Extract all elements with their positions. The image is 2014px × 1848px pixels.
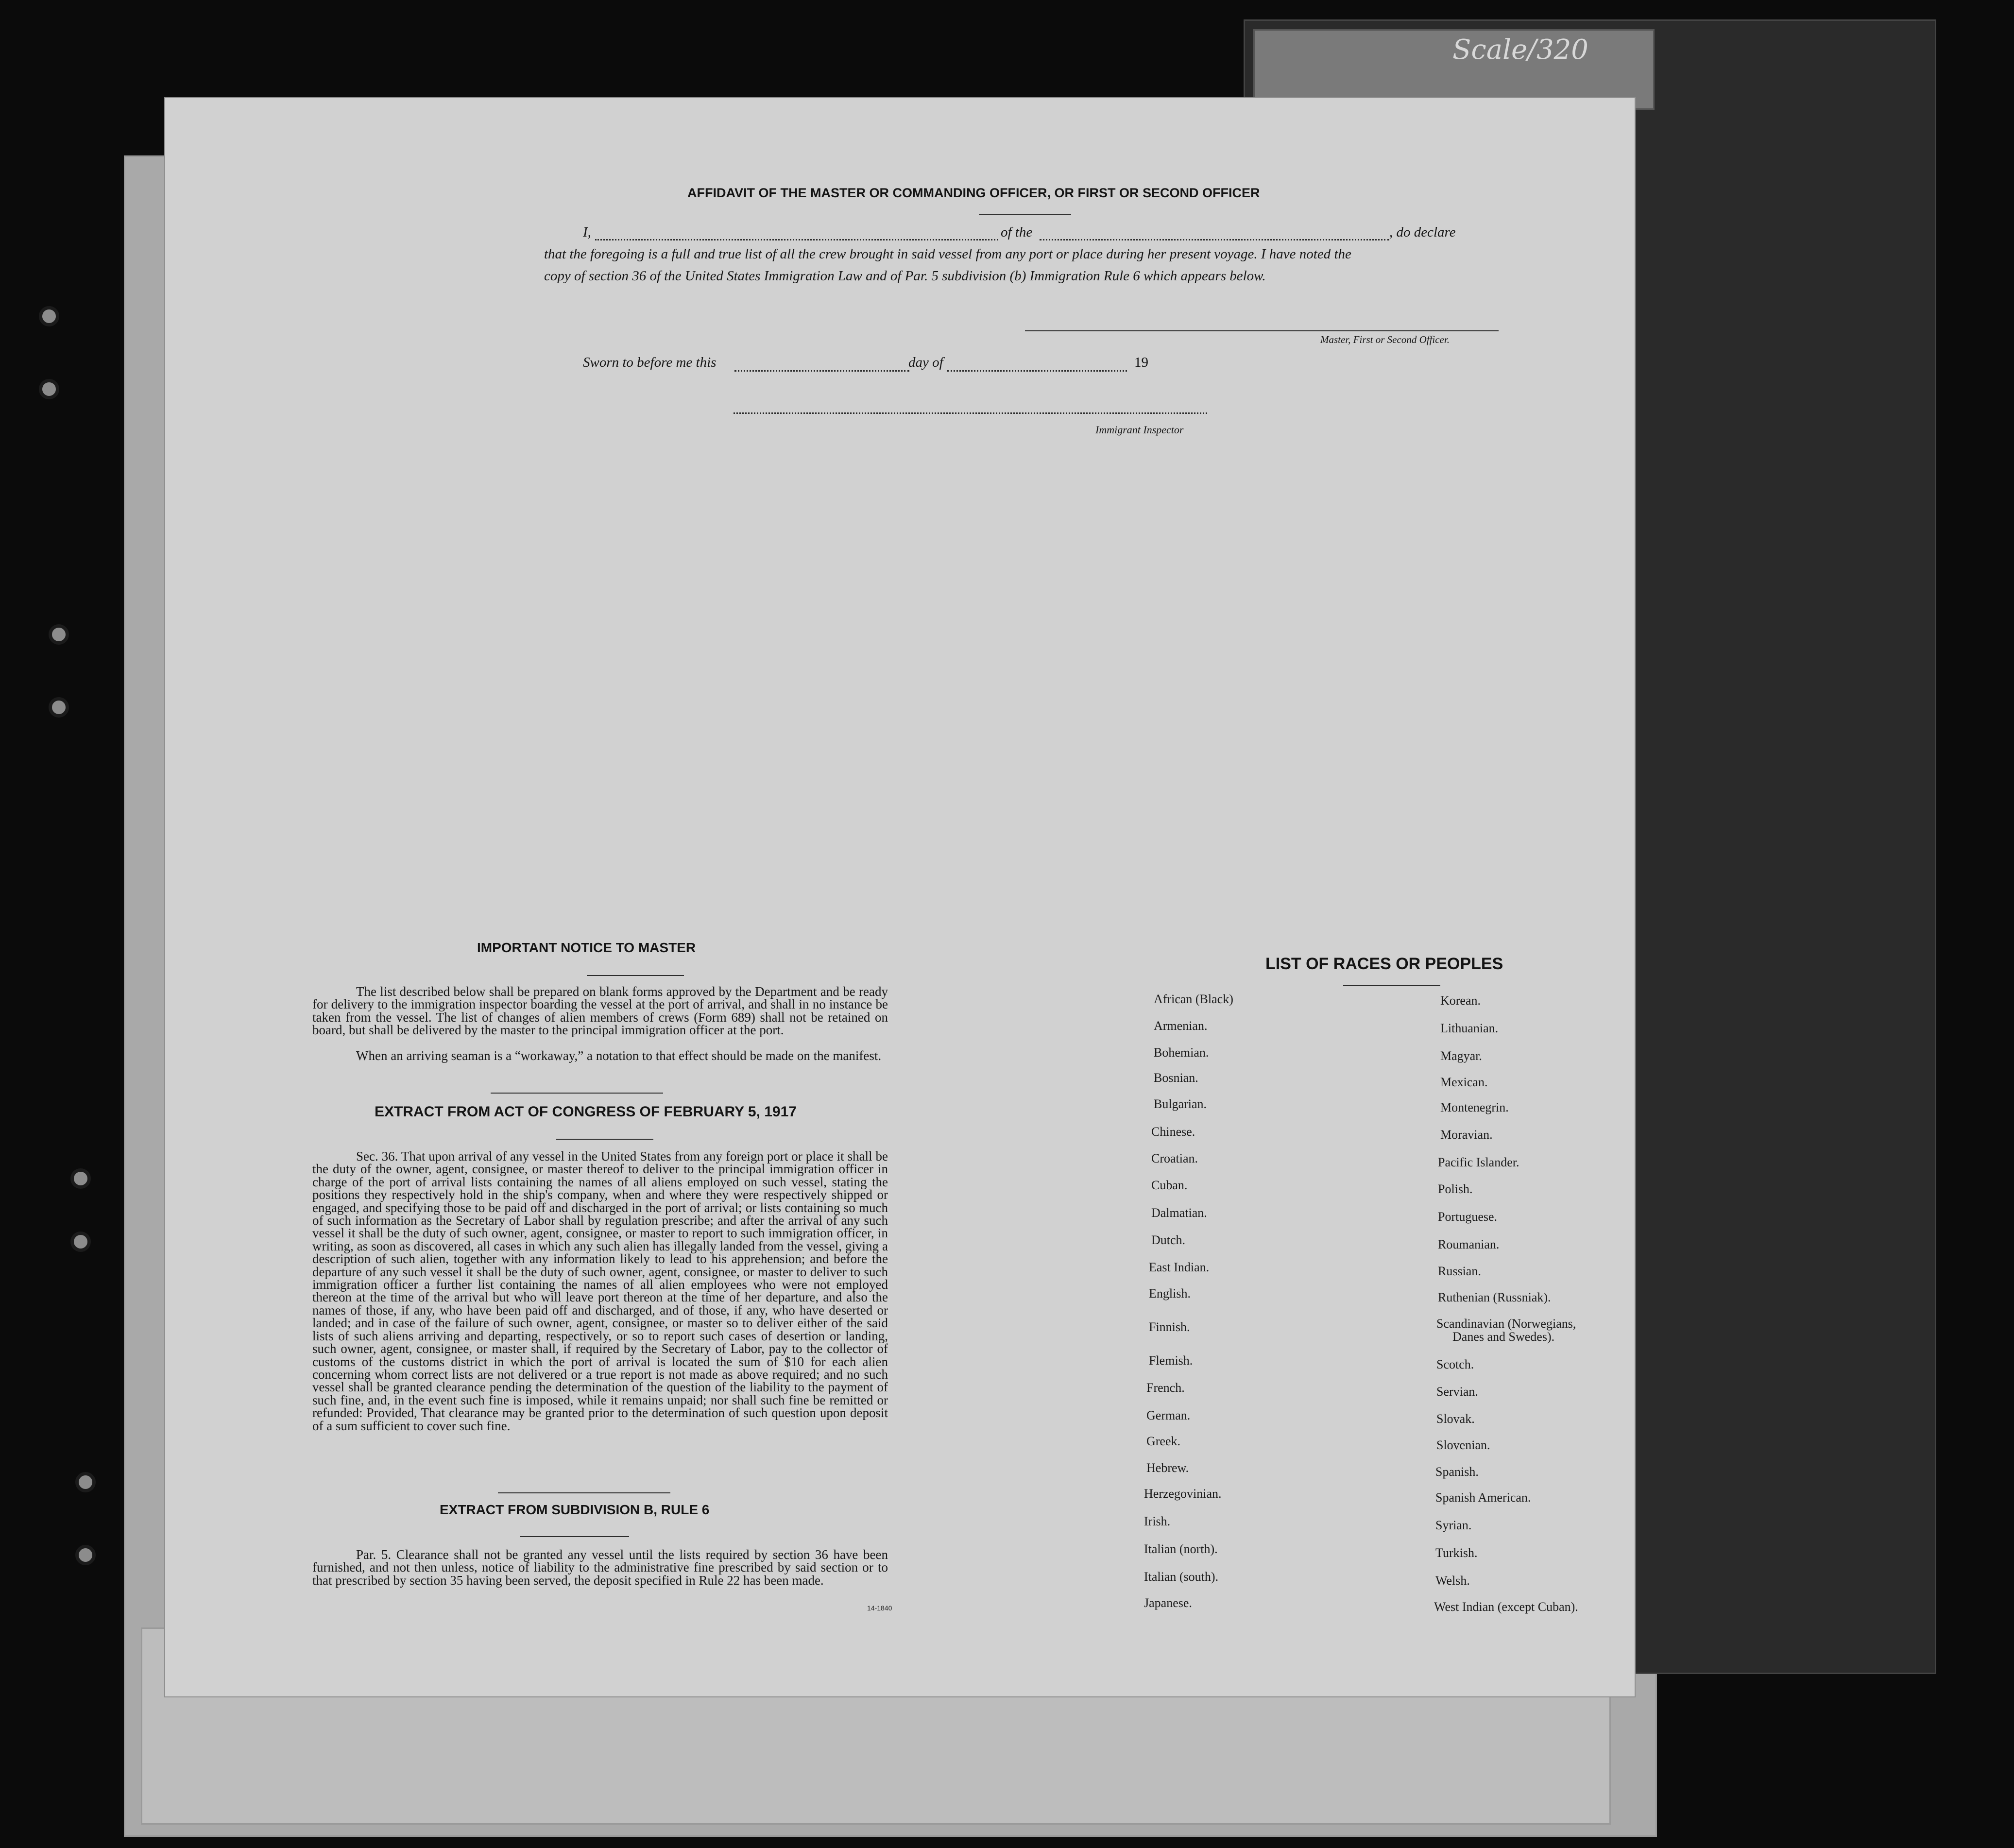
inspector-line — [734, 412, 1207, 414]
race-item: Japanese. — [1144, 1596, 1192, 1610]
notice-paragraph-1: The list described below shall be prepared on blank forms approved by the Department and be ready for delivery to the immigration inspector boarding the vessel at the port of arrival, and shall in no instance be taken from the vessel. The list of changes of alien members of crews (Form 689) shall not be retained on board, but shall be delivered by the master to the principal immigration officer at the port. — [312, 984, 888, 1038]
race-item: Servian. — [1436, 1385, 1478, 1399]
race-item: Pacific Islander. — [1438, 1155, 1519, 1169]
affidavit-i-label: I, — [583, 224, 591, 240]
race-item: Italian (north). — [1144, 1542, 1218, 1556]
race-item: Dalmatian. — [1151, 1206, 1207, 1220]
race-item: Greek. — [1146, 1434, 1181, 1448]
race-item: Lithuanian. — [1440, 1021, 1499, 1035]
race-item: Spanish American. — [1435, 1490, 1531, 1505]
race-item: Italian (south). — [1144, 1570, 1219, 1584]
race-item: Roumanian. — [1438, 1237, 1500, 1251]
affidavit-name-line — [595, 239, 998, 240]
inspector-label: Immigrant Inspector — [1095, 424, 1184, 436]
day-of-label: day of — [908, 355, 943, 370]
race-item: Turkish. — [1435, 1546, 1478, 1560]
sworn-year: 19 — [1134, 355, 1148, 370]
race-item: Bohemian. — [1154, 1045, 1209, 1060]
race-item: Scandinavian (Norwegians, — [1436, 1317, 1576, 1331]
signature-line — [1025, 330, 1499, 331]
races-title: LIST OF RACES OR PEOPLES — [1265, 955, 1503, 973]
form-number: 14-1840 — [867, 1604, 892, 1612]
sworn-label: Sworn to before me this — [583, 355, 717, 370]
notice-section-rule — [491, 1093, 663, 1094]
affidavit-of-the-label: of the — [1001, 224, 1033, 240]
sworn-day-line — [734, 370, 909, 372]
race-item: Montenegrin. — [1440, 1100, 1509, 1114]
race-item: Welsh. — [1435, 1574, 1470, 1588]
extract-act-end-rule — [498, 1492, 670, 1493]
race-item: English. — [1149, 1286, 1191, 1300]
race-item: Mexican. — [1440, 1075, 1488, 1089]
race-item: Hebrew. — [1146, 1461, 1189, 1475]
binder-hole-7 — [75, 1472, 96, 1492]
race-item: Ruthenian (Russniak). — [1438, 1290, 1551, 1304]
race-item: Cuban. — [1151, 1178, 1188, 1192]
race-item: Bulgarian. — [1154, 1097, 1207, 1111]
signature-label: Master, First or Second Officer. — [1320, 334, 1450, 345]
extract-rule-text: Par. 5. Clearance shall not be granted any vessel until the lists required by section 36 have been furnished, and not then unless, notice of liability to the administrative fine prescribed by said section or to that prescribed by section 35 having been served, the deposit specified in Rule 22 has been made. — [312, 1547, 888, 1588]
binder-hole-2 — [39, 379, 59, 399]
notice-title-rule — [587, 975, 684, 976]
affidavit-line-3: copy of section 36 of the United States Immigration Law and of Par. 5 subdivision (b) Immigration Rule 6 which appears below. — [544, 268, 1266, 284]
affidavit-declare-label: , do declare — [1389, 224, 1456, 240]
sworn-month-line — [947, 370, 1127, 372]
race-item: Armenian. — [1154, 1019, 1208, 1033]
race-item: Danes and Swedes). — [1452, 1330, 1555, 1344]
race-item: West Indian (except Cuban). — [1434, 1600, 1578, 1614]
race-item: Syrian. — [1435, 1518, 1472, 1532]
affidavit-title: AFFIDAVIT OF THE MASTER OR COMMANDING OFFICER, OR FIRST OR SECOND OFFICER — [687, 186, 1260, 200]
race-item: Slovenian. — [1436, 1438, 1490, 1452]
race-item: French. — [1146, 1381, 1185, 1395]
extract-rule-title: EXTRACT FROM SUBDIVISION B, RULE 6 — [440, 1502, 710, 1517]
race-item: Herzegovinian. — [1144, 1487, 1222, 1501]
race-item: Magyar. — [1440, 1049, 1482, 1063]
extract-rule-title-rule — [520, 1536, 629, 1537]
affidavit-title-rule — [979, 214, 1071, 215]
race-item: Scotch. — [1436, 1357, 1474, 1371]
race-item: Flemish. — [1149, 1353, 1193, 1368]
race-item: Irish. — [1144, 1514, 1171, 1528]
race-item: Finnish. — [1149, 1320, 1190, 1334]
race-item: Dutch. — [1151, 1233, 1186, 1247]
affidavit-line-2: that the foregoing is a full and true list of all the crew brought in said vessel from any port or place during her present voyage. I have noted the — [544, 246, 1351, 262]
notice-title: IMPORTANT NOTICE TO MASTER — [477, 940, 696, 955]
manifest-page — [164, 97, 1636, 1697]
binder-hole-3 — [49, 624, 69, 645]
race-item: Chinese. — [1151, 1125, 1195, 1139]
binder-hole-5 — [70, 1168, 91, 1189]
race-item: Korean. — [1440, 993, 1481, 1008]
handwritten-mark: Scale/320 — [1452, 34, 1588, 66]
race-item: Russian. — [1438, 1264, 1481, 1278]
binder-hole-1 — [39, 306, 59, 326]
extract-act-title-rule — [556, 1139, 653, 1140]
race-item: Slovak. — [1436, 1412, 1475, 1426]
binder-hole-8 — [75, 1545, 96, 1565]
race-item: Moravian. — [1440, 1128, 1493, 1142]
race-item: Croatian. — [1151, 1151, 1198, 1165]
races-title-rule — [1343, 985, 1440, 986]
affidavit-vessel-line — [1040, 239, 1389, 240]
notice-paragraph-2: When an arriving seaman is a “workaway,” a notation to that effect should be made on the manifest. — [356, 1048, 882, 1063]
binder-hole-4 — [49, 697, 69, 718]
race-item: East Indian. — [1149, 1260, 1210, 1274]
race-item: German. — [1146, 1408, 1191, 1422]
race-item: Polish. — [1438, 1182, 1473, 1196]
extract-act-title: EXTRACT FROM ACT OF CONGRESS OF FEBRUARY 5, 1917 — [375, 1104, 797, 1120]
binder-hole-6 — [70, 1232, 91, 1252]
race-item: African (Black) — [1154, 992, 1233, 1006]
race-item: Bosnian. — [1154, 1071, 1198, 1085]
race-item: Portuguese. — [1438, 1210, 1498, 1224]
race-item: Spanish. — [1435, 1465, 1479, 1479]
extract-act-text: Sec. 36. That upon arrival of any vessel in the United States from any foreign port or place it shall be the duty of the owner, agent, consignee, or master thereof to deliver to the principal immigration officer in charge of the port of arrival lists containing the names of all aliens employed on such vessel, stating the positions they respectively hold in the ship's company, when and where they were respectively shipped or engaged, and specifying those to be paid off and discharged in the port of arrival; or lists containing so much of such information as the Secretary of Labor shall by regulation prescribe; and after the arrival of any such vessel it shall be the duty of such owner, agent, consignee, or master to report to such immigration officer, in writing, as soon as discovered, all cases in which any such alien has illegally landed from the vessel, giving a description of such alien, together with any information likely to lead to his apprehension; and before the departure of any such vessel it shall be the duty of such owner, agent, consignee, or master to deliver to such immigration officer a further list containing the names of all alien employees who were not employed thereon at the time of the arrival but who will leave port thereon at the time of her departure, and also the names of those, if any, who have been paid off and discharged, and of those, if any, who have deserted or landed; and in case of the failure of such owner, agent, consignee, or master so to deliver either of the said lists of such aliens arriving and departing, respectively, or so to report such cases of desertion or landing, such owner, agent, consignee, or master shall, if required by the Secretary of Labor, pay to the collector of customs of the customs district in which the port of arrival is located the sum of $10 for each alien concerning whom correct lists are not delivered or a true report is not made as above required; and no such vessel shall be granted clearance pending the determination of the question of the liability to the payment of such fine, and, in the event such fine is imposed, while it remains unpaid; nor shall such fine be remitted or refunded: Provided, That clearance may be granted prior to the determination of such question upon deposit of a sum sufficient to cover such fine. — [312, 1149, 888, 1433]
